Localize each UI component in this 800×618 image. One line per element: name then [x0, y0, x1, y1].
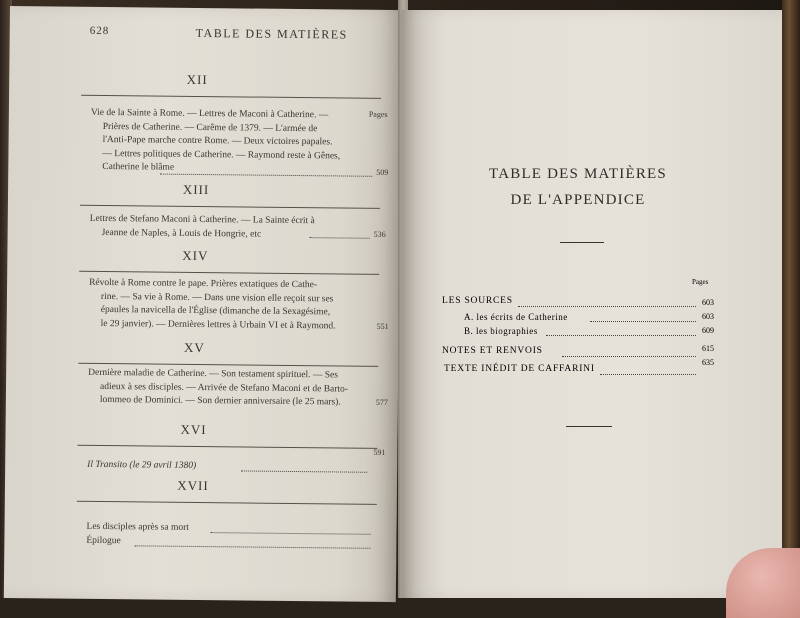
section-divider — [81, 95, 381, 99]
toc-entry-ecrits: A. les écrits de Catherine — [464, 312, 568, 322]
section-numeral-xvii: XVII — [177, 477, 209, 494]
left-page-number: 628 — [89, 24, 110, 38]
running-title: TABLE DES MATIÈRES — [195, 25, 348, 42]
leader-dots — [600, 374, 696, 375]
section-numeral-xv: XV — [183, 339, 205, 356]
section-numeral-xiii: XIII — [182, 181, 210, 198]
leader-dots — [518, 306, 696, 307]
section-divider — [79, 271, 379, 275]
toc-entry-notes: NOTES ET RENVOIS — [442, 346, 543, 356]
section-divider — [77, 501, 377, 505]
book-cover-edge — [782, 0, 800, 598]
leader-dots — [590, 321, 696, 322]
toc-entry-biographies: B. les biographies — [464, 326, 538, 336]
bottom-rule — [566, 426, 612, 427]
leader-dots — [562, 356, 696, 357]
toc-entry-texte-inedit: TEXTE INÉDIT DE CAFFARINI — [444, 364, 595, 374]
section-xii-text: Vie de la Sainte à Rome. — Lettres de Maconi à Catherine. — Prières de Catherine. — Carême de 1379. — L'armée de l'Anti-Pape marche contre Rome. — Deux victoires papales. — Lettres politiques de Catherine. — Raymond reste à Gênes, Catherine le blâme — [90, 107, 341, 173]
section-xiii-text: Lettres de Stefano Maconi à Catherine. — La Sainte écrit à Jeanne de Naples, à Louis de Hongrie, etc — [89, 213, 315, 240]
section-xvi-page: 591 — [373, 447, 386, 457]
section-divider — [77, 445, 377, 449]
toc-entry-sources: LES SOURCES — [442, 296, 513, 306]
appendix-title-line-2: DE L'APPENDICE — [510, 192, 646, 208]
section-divider — [80, 205, 380, 209]
section-xvii-text: Les disciples après sa mort Épilogue — [86, 521, 189, 546]
left-page — [4, 6, 402, 602]
title-rule — [560, 242, 604, 243]
toc-page-texte-inedit: 635 — [702, 358, 714, 367]
section-xv-text: Dernière maladie de Catherine. — Son testament spirituel. — Ses adieux à ses disciples. — Arrivée de Stefano Maconi et de Barto- lommeo de Dominici. — Son dernier anniversaire (le 25 mars). — [88, 367, 349, 408]
section-xiv-page: 551 — [376, 321, 389, 331]
toc-page-biographies: 609 — [702, 326, 714, 335]
section-numeral-xiv: XIV — [182, 247, 209, 264]
toc-page-sources: 603 — [702, 298, 714, 307]
appendix-title-line-1: TABLE DES MATIÈRES — [489, 166, 667, 182]
page-col-label: Pages — [368, 109, 388, 119]
section-xiv-text: Révolte à Rome contre le pape. Prières extatiques de Cathe- rine. — Sa vie à Rome. — Dans une vision elle reçoit sur ses épaules la navicella de l'Église (dimanche de la Sexagésime, le 29 janvier). — Dernières lettres à Urbain VI et à Raymond. — [89, 277, 336, 331]
section-numeral-xvi: XVI — [180, 421, 207, 438]
toc-page-ecrits: 603 — [702, 312, 714, 321]
appendix-page-col-label: Pages — [692, 278, 709, 286]
leader-dots — [546, 335, 696, 336]
section-xv-page: 577 — [375, 397, 388, 407]
section-numeral-xii: XII — [186, 71, 208, 88]
toc-page-notes: 615 — [702, 344, 714, 353]
section-xiii-page: 536 — [373, 229, 386, 239]
section-xii-page: 509 — [376, 167, 389, 177]
section-xvi-text: Il Transito (le 29 avril 1380) — [87, 459, 197, 471]
